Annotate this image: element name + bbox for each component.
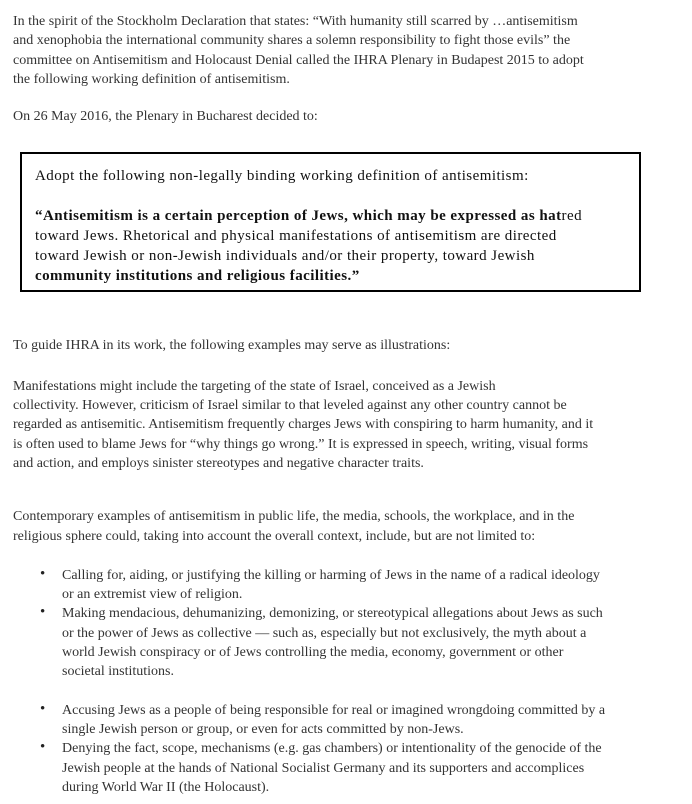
- definition-bold-start: “Antisemitism is a certain perception of Jews, which may be expressed as hat: [35, 208, 562, 225]
- adopt-line: Adopt the following non-legally binding working definition of antisemitism:: [35, 168, 529, 185]
- contemporary-paragraph: Contemporary examples of antisemitism in public life, the media, schools, the workplace, and in the religious sphere could, taking into account the overall context, include, but are not limited to:: [13, 509, 575, 544]
- list-item-making: • Making mendacious, dehumanizing, demonizing, or stereotypical allegations about Jews as such or the power of Jews as collective — such as, especially but not exclusively, the myth about a world Jewish conspiracy or of Jews controlling the media, economy, government or other societal institutions.: [13, 604, 688, 681]
- definition-box: [20, 152, 641, 292]
- plenary-decision-line: On 26 May 2016, the Plenary in Bucharest decided to:: [13, 109, 318, 125]
- definition-text: [35, 206, 631, 286]
- definition-line-2: toward Jews. Rhetorical and physical manifestations of antisemitism are directed: [35, 228, 557, 245]
- manifestations-paragraph: Manifestations might include the targeting of the state of Israel, conceived as a Jewish collectivity. However, criticism of Israel similar to that leveled against any other country cannot be regarded as antisemitic. Antisemitism frequently charges Jews with conspiring to harm humanity, and it is often used to blame Jews for “why things go wrong.” It is expressed in speech, writing, visual forms and action, and employs sinister stereotypes and negative character traits.: [13, 378, 594, 471]
- examples-list-group2: [13, 701, 688, 797]
- definition-line-3: toward Jewish or non-Jewish individuals and/or their property, toward Jewish: [35, 248, 535, 265]
- definition-line-1: [35, 206, 631, 226]
- list-item-calling: • Calling for, aiding, or justifying the killing or harming of Jews in the name of a radical ideology or an extremist view of religion.: [13, 566, 688, 605]
- list-item-denying: • Denying the fact, scope, mechanisms (e.g. gas chambers) or intentionality of the genocide of the Jewish people at the hands of National Socialist Germany and its supporters and accomplices during World War II (the Holocaust).: [13, 739, 688, 797]
- definition-line-4-bold: community institutions and religious facilities.”: [35, 268, 360, 285]
- list-item-accusing: • Accusing Jews as a people of being responsible for real or imagined wrongdoing committed by a single Jewish person or group, or even for acts committed by non-Jews.: [13, 701, 688, 740]
- guide-line: To guide IHRA in its work, the following examples may serve as illustrations:: [13, 338, 451, 354]
- examples-list-group1: [13, 566, 688, 682]
- definition-regular-fragment: red: [561, 208, 583, 225]
- intro-paragraph: In the spirit of the Stockholm Declaration that states: “With humanity still scarred by …antisemitism and xenophobia the international community shares a solemn responsibility to fight those evils” the committee on Antisemitism and Holocaust Denial called the IHRA Plenary in Budapest 2015 to adopt the following working definition of antisemitism.: [13, 14, 584, 87]
